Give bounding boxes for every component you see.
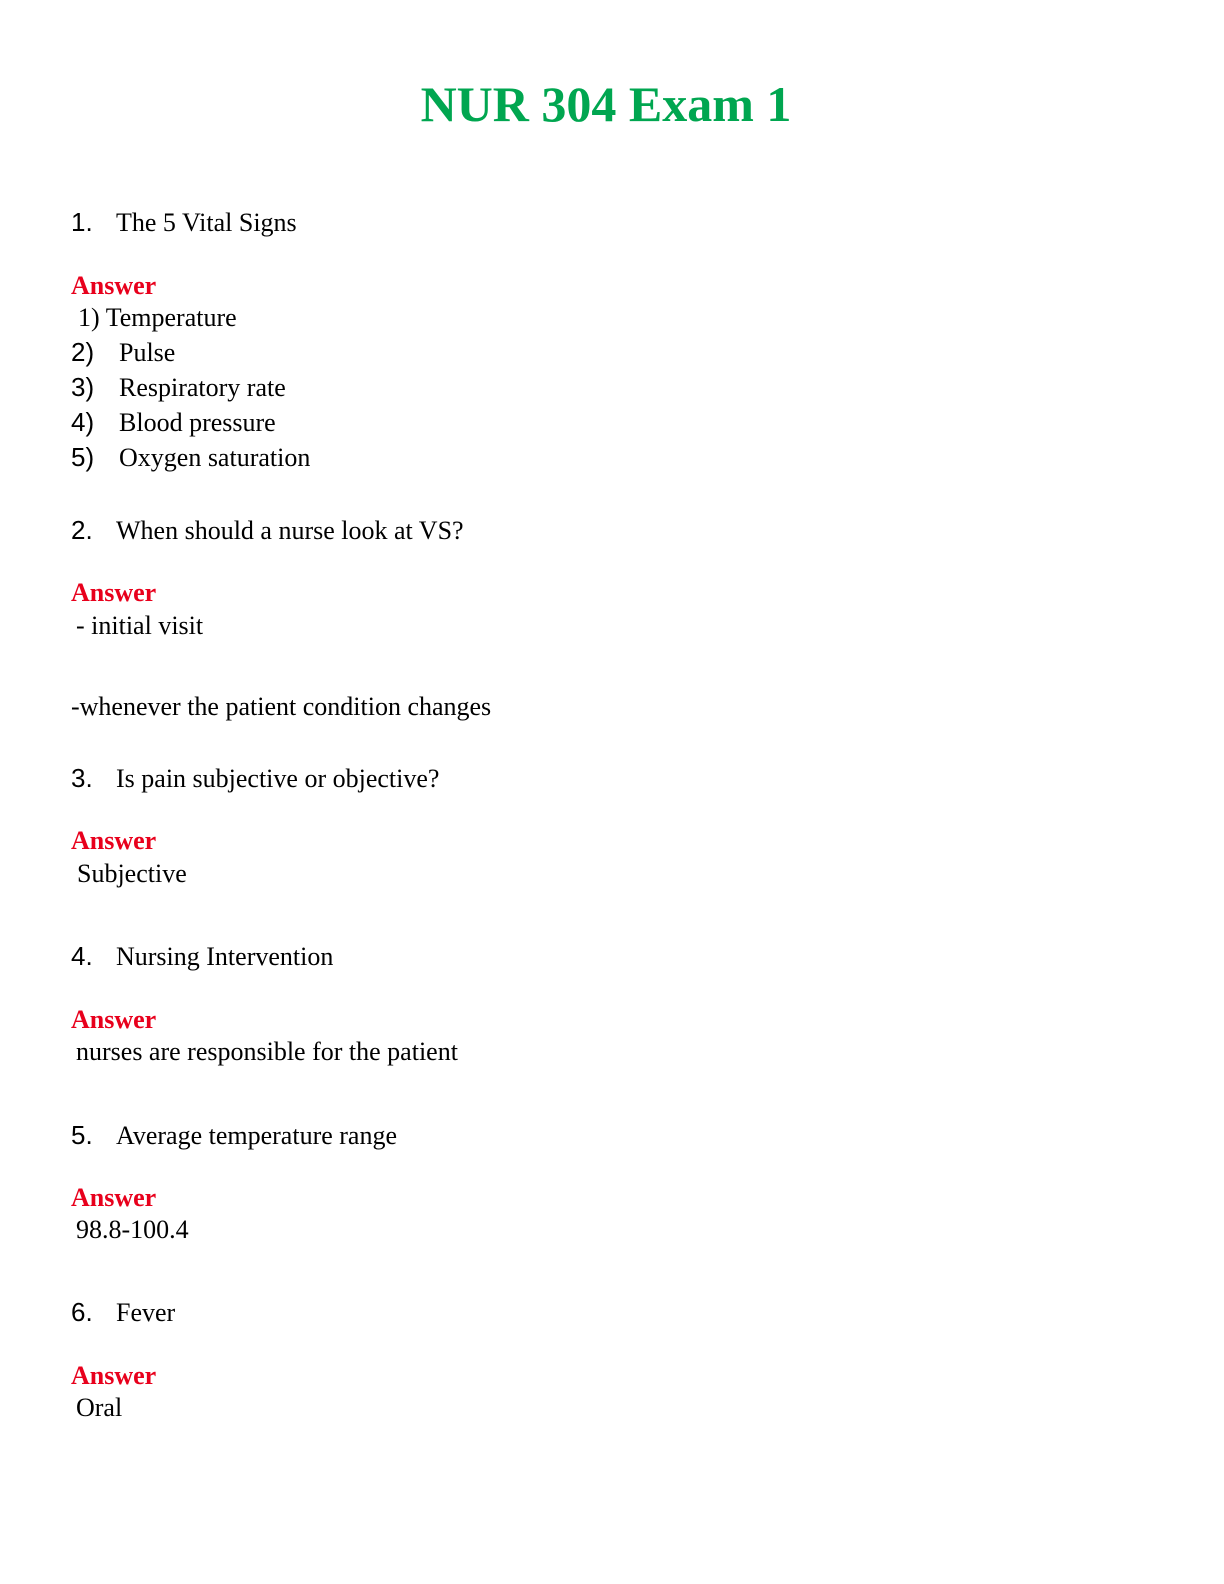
answer-text: Oral (76, 1393, 123, 1422)
answer-list-item: Respiratory rate (119, 373, 286, 402)
answer-label: Answer (71, 271, 157, 300)
answer-text: 98.8-100.4 (76, 1215, 189, 1244)
question-text: Average temperature range (116, 1121, 398, 1150)
answer-list-item: Blood pressure (119, 408, 276, 437)
answer-label: Answer (71, 1005, 157, 1034)
question-number: 5. (71, 1120, 93, 1150)
answer-list-number: 4) (71, 407, 95, 437)
answer-label: Answer (71, 1361, 157, 1390)
question-text: Fever (116, 1298, 176, 1327)
question-number: 1. (71, 207, 93, 237)
answer-list-item: Oxygen saturation (119, 443, 311, 472)
question-number: 2. (71, 515, 93, 545)
answer-list-number: 5) (71, 442, 95, 472)
document-title: NUR 304 Exam 1 (420, 76, 792, 132)
answer-text: Subjective (77, 859, 187, 888)
question-text: The 5 Vital Signs (116, 208, 297, 237)
answer-list-item: Pulse (119, 338, 176, 367)
question-text: Nursing Intervention (116, 942, 334, 971)
answer-text: -whenever the patient condition changes (71, 692, 492, 721)
answer-label: Answer (71, 826, 157, 855)
answer-list-number: 3) (71, 372, 95, 402)
question-text: Is pain subjective or objective? (116, 764, 440, 793)
question-number: 6. (71, 1297, 93, 1327)
question-text: When should a nurse look at VS? (116, 516, 464, 545)
answer-list-item: 1) Temperature (78, 303, 237, 332)
answer-label: Answer (71, 1183, 157, 1212)
answer-label: Answer (71, 578, 157, 607)
answer-text: nurses are responsible for the patient (76, 1037, 458, 1066)
answer-list-number: 2) (71, 337, 95, 367)
question-number: 4. (71, 941, 93, 971)
question-number: 3. (71, 763, 93, 793)
answer-text: - initial visit (76, 611, 204, 640)
